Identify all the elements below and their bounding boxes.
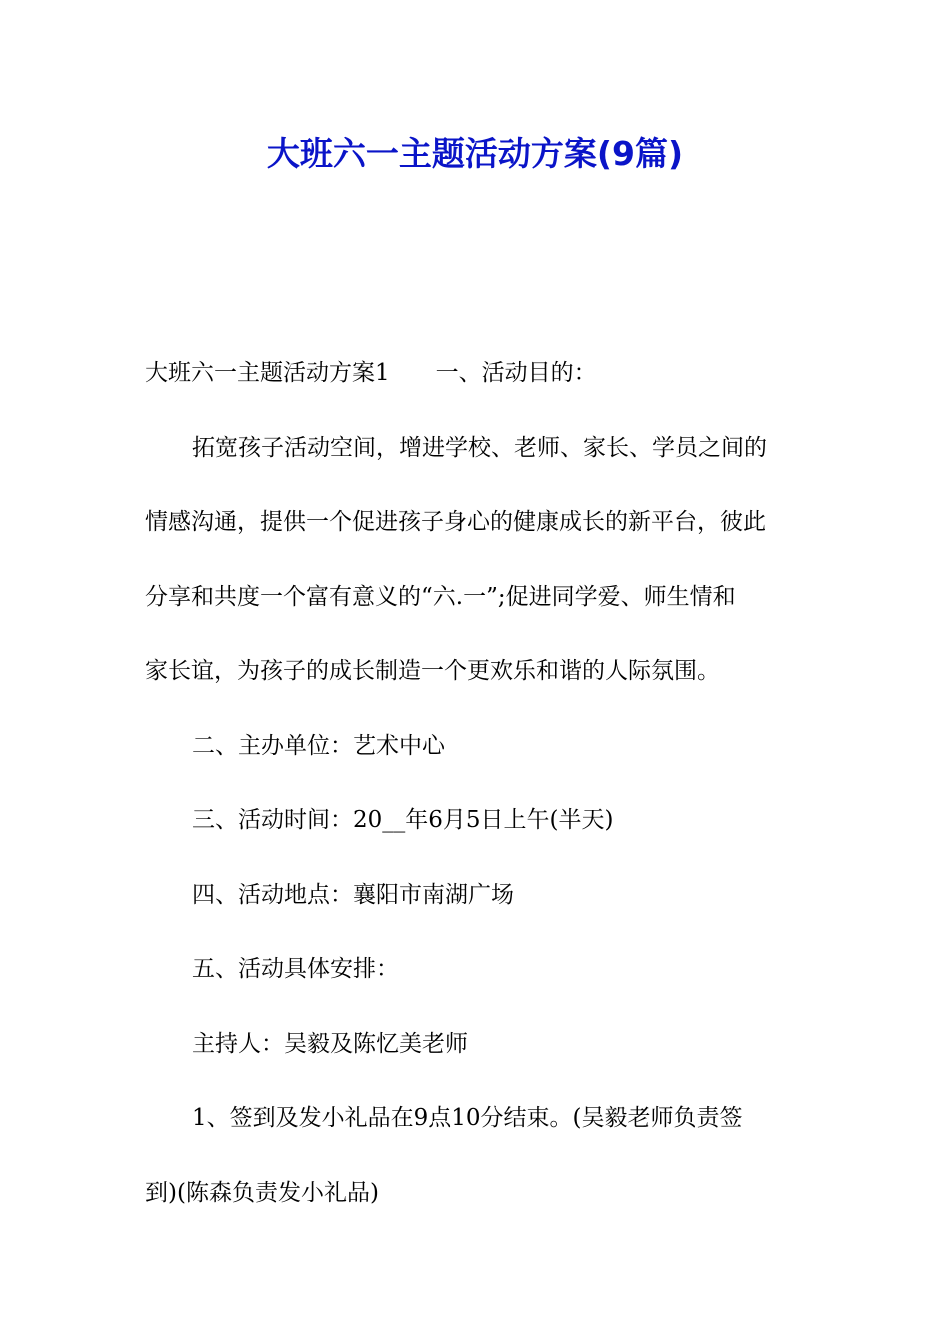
paragraph-line: 二、主办单位：艺术中心 bbox=[192, 732, 445, 759]
paragraph-line: 拓宽孩子活动空间，增进学校、老师、家长、学员之间的 bbox=[192, 434, 767, 461]
paragraph-line: 四、活动地点：襄阳市南湖广场 bbox=[192, 881, 514, 908]
paragraph-line bbox=[145, 336, 807, 411]
subsection-heading: 一、活动目的： bbox=[435, 360, 597, 386]
paragraph-line: 家长谊，为孩子的成长制造一个更欢乐和谐的人际氛围。 bbox=[145, 658, 720, 684]
paragraph-line: 主持人：吴毅及陈忆美老师 bbox=[192, 1030, 468, 1057]
paragraph-line: 三、活动时间：20__年6月5日上午(半天) bbox=[192, 807, 614, 833]
paragraph-line: 五、活动具体安排： bbox=[192, 956, 399, 982]
paragraph-line: 1、签到及发小礼品在9点10分结束。(吴毅老师负责签 bbox=[192, 1105, 743, 1131]
document-title: 大班六一主题活动方案(9篇) bbox=[266, 134, 684, 173]
paragraph-line: 到)(陈森负责发小礼品) bbox=[145, 1179, 379, 1206]
section-heading: 大班六一主题活动方案1 bbox=[145, 360, 390, 386]
paragraph-line: 情感沟通，提供一个促进孩子身心的健康成长的新平台，彼此 bbox=[145, 509, 766, 535]
paragraph-line: 分享和共度一个富有意义的“六.一”;促进同学爱、师生情和 bbox=[145, 583, 736, 610]
document-body bbox=[145, 336, 807, 1230]
